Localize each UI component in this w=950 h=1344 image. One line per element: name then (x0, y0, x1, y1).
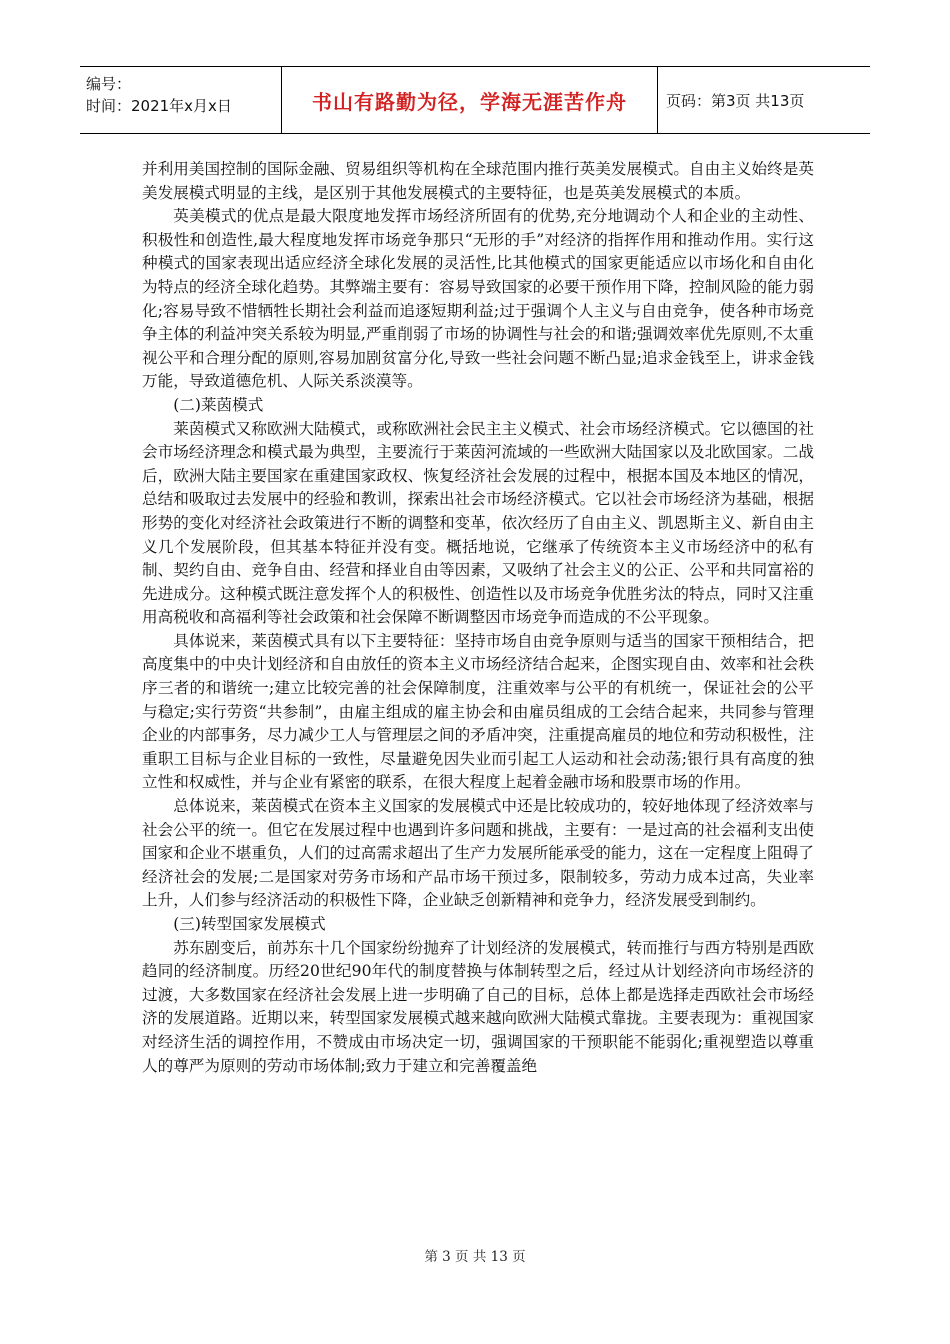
header-page-label: 页码：第3页 共13页 (666, 91, 805, 110)
page-header (80, 66, 870, 134)
paragraph-2: 英美模式的优点是最大限度地发挥市场经济所固有的优势,充分地调动个人和企业的主动性、积极性和创造性,最大程度地发挥市场竞争那只“无形的手”对经济的指挥作用和推动作用。实行这种模式的国家表现出适应经济全球化发展的灵活性,比其他模式的国家更能适应以市场化和自由化为特点的经济全球化趋势。其弊端主要有：容易导致国家的必要干预作用下降，控制风险的能力弱化;容易导致不惜牺牲长期社会利益而追逐短期利益;过于强调个人主义与自由竞争，使各种市场竞争主体的利益冲突关系较为明显,严重削弱了市场的协调性与社会的和谐;强调效率优先原则,不太重视公平和合理分配的原则,容易加剧贫富分化,导致一些社会问题不断凸显;追求金钱至上，讲求金钱万能，导致道德危机、人际关系淡漠等。 (142, 207, 814, 391)
document-body (142, 158, 814, 1078)
section-heading-transition: (三)转型国家发展模式 (173, 915, 326, 933)
paragraph-6: 苏东剧变后，前苏东十几个国家纷纷抛弃了计划经济的发展模式，转而推行与西方特别是西欧趋同的经济制度。历经20世纪90年代的制度替换与体制转型之后，经过从计划经济向市场经济的过渡，大多数国家在经济社会发展上进一步明确了自己的目标，总体上都是选择走西欧社会市场经济的发展道路。近期以来，转型国家发展模式越来越向欧洲大陆模式靠拢。主要表现为：重视国家对经济生活的调控作用，不赞成由市场决定一切，强调国家的干预职能不能弱化;重视塑造以尊重人的尊严为原则的劳动市场体制;致力于建立和完善覆盖绝 (142, 938, 814, 1075)
document-number-label: 编号： (86, 75, 132, 93)
header-motto: 书山有路勤为径，学海无涯苦作舟 (282, 67, 658, 133)
paragraph-4: 具体说来，莱茵模式具有以下主要特征：坚持市场自由竞争原则与适当的国家干预相结合，把高度集中的中央计划经济和自由放任的资本主义市场经济结合起来，企图实现自由、效率和社会秩序三者的和谐统一;建立比较完善的社会保障制度，注重效率与公平的有机统一，保证社会的公平与稳定;实行劳资“共参制”，由雇主组成的雇主协会和由雇员组成的工会结合起来，共同参与管理企业的内部事务，尽力减少工人与管理层之间的矛盾冲突，注重提高雇员的地位和劳动积极性，注重职工目标与企业目标的一致性，尽量避免因失业而引起工人运动和社会动荡;银行具有高度的独立性和权威性，并与企业有紧密的联系，在很大程度上起着金融市场和股票市场的作用。 (142, 631, 814, 792)
section-heading-rhine: (二)莱茵模式 (173, 395, 264, 414)
paragraph-1: 并利用美国控制的国际金融、贸易组织等机构在全球范围内推行英美发展模式。自由主义始终是英美发展模式明显的主线，是区别于其他发展模式的主要特征，也是英美发展模式的本质。 (142, 160, 814, 202)
paragraph-3: 莱茵模式又称欧洲大陆模式，或称欧洲社会民主主义模式、社会市场经济模式。它以德国的社会市场经济理念和模式最为典型，主要流行于莱茵河流域的一些欧洲大陆国家以及北欧国家。二战后，欧洲大陆主要国家在重建国家政权、恢复经济社会发展的过程中，根据本国及本地区的情况，总结和吸取过去发展中的经验和教训，探索出社会市场经济模式。它以社会市场经济为基础，根据形势的变化对经济社会政策进行不断的调整和变革，依次经历了自由主义、凯恩斯主义、新自由主义几个发展阶段，但其基本特征并没有变。概括地说，它继承了传统资本主义市场经济中的私有制、契约自由、竞争自由、经营和择业自由等因素，又吸纳了社会主义的公正、公平和共同富裕的先进成分。这种模式既注意发挥个人的积极性、创造性以及市场竞争优胜劣汰的特点，同时又注重用高税收和高福利等社会政策和社会保障不断调整因市场竞争而造成的不公平现象。 (142, 419, 814, 627)
header-info-cell (80, 67, 282, 133)
document-time-label: 时间：2021年x月x日 (86, 97, 232, 115)
paragraph-5: 总体说来，莱茵模式在资本主义国家的发展模式中还是比较成功的，较好地体现了经济效率与社会公平的统一。但它在发展过程中也遇到许多问题和挑战，主要有：一是过高的社会福利支出使国家和企业不堪重负，人们的过高需求超出了生产力发展所能承受的能力，这在一定程度上阻碍了经济社会的发展;二是国家对劳务市场和产品市场干预过多，限制较多，劳动力成本过高，失业率上升，人们参与经济活动的积极性下降，企业缺乏创新精神和竞争力，经济发展受到制约。 (142, 797, 814, 910)
page-footer: 第 3 页 共 13 页 (424, 1249, 526, 1265)
